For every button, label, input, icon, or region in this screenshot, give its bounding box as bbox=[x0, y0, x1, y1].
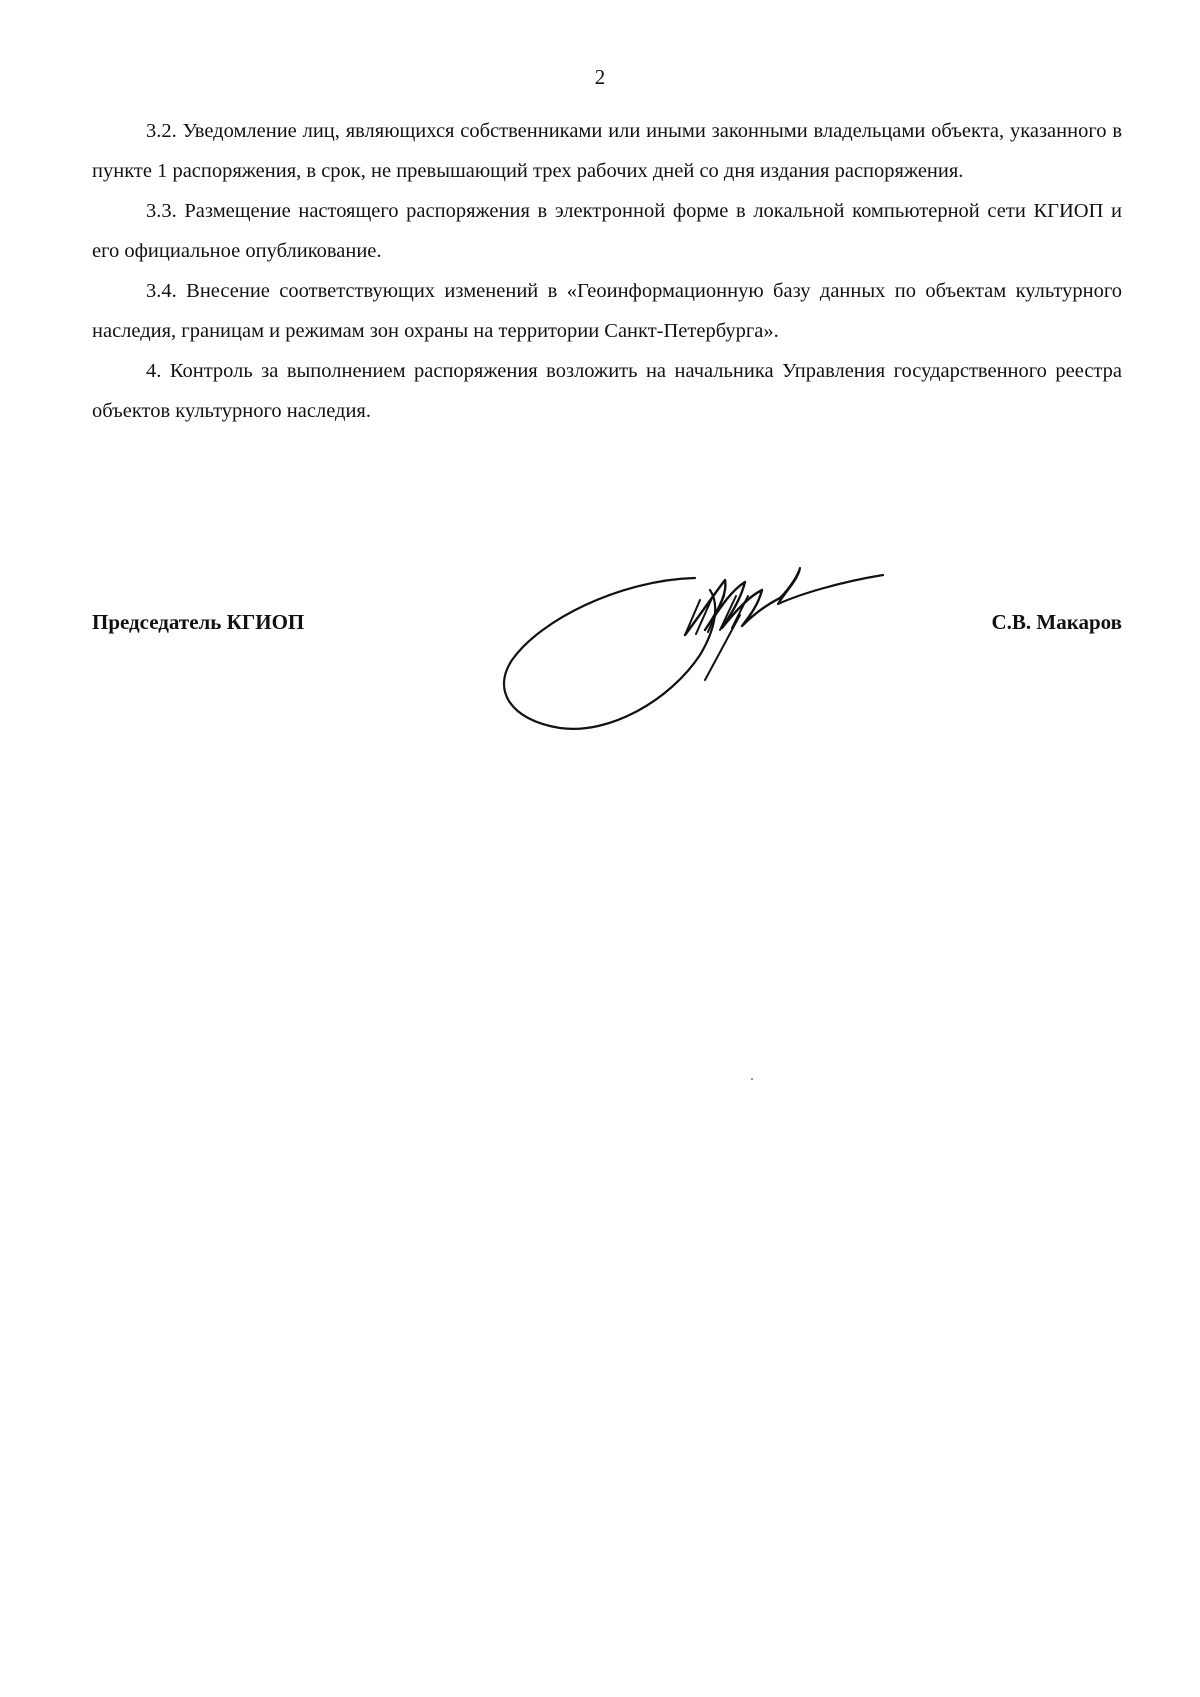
page-number: 2 bbox=[594, 65, 606, 89]
scan-speck bbox=[751, 1078, 753, 1080]
signature-loop-stroke bbox=[504, 578, 715, 729]
signature-tail-stroke bbox=[778, 568, 883, 604]
signer-name: С.В. Макаров bbox=[991, 610, 1122, 634]
signer-title: Председатель КГИОП bbox=[92, 610, 305, 634]
signature-block bbox=[92, 610, 1122, 650]
paragraph-3-4: 3.4. Внесение соответствующих изменений в «Геоинформационную базу данных по объектам культурного наследия, границам и режимам зон охраны на территории Санкт-Петербурга». bbox=[92, 280, 1122, 342]
paragraph-3-2: 3.2. Уведомление лиц, являющихся собственниками или иными законными владельцами объекта, указанного в пункте 1 распоряжения, в срок, не превышающий трех рабочих дней со дня издания распоряжения. bbox=[92, 120, 1122, 182]
paragraph-4: 4. Контроль за выполнением распоряжения возложить на начальника Управления государственного реестра объектов культурного наследия. bbox=[92, 360, 1122, 422]
document-body bbox=[92, 111, 1122, 431]
paragraph-3-3: 3.3. Размещение настоящего распоряжения в электронной форме в локальной компьютерной сети КГИОП и его официальное опубликование. bbox=[92, 200, 1122, 262]
handwritten-signature bbox=[500, 560, 970, 760]
